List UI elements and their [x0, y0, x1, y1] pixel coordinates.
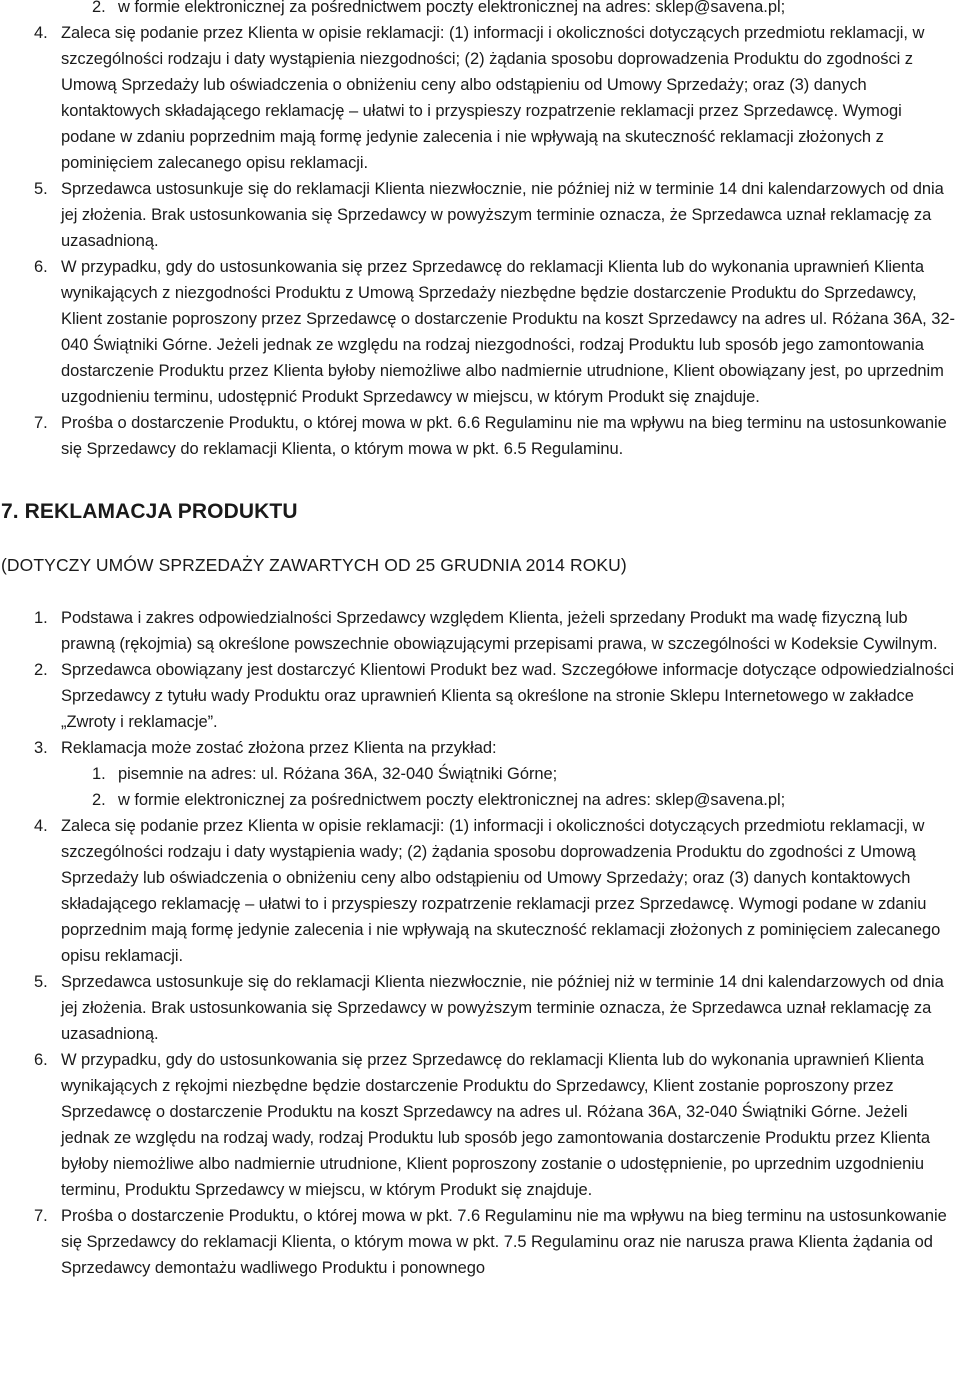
- list-item: [0, 813, 960, 969]
- item-number: 2.: [92, 0, 106, 16]
- item-text: Sprzedawca ustosunkuje się do reklamacji Klienta niezwłocznie, nie później niż w terminie 14 dni kalendarzowych od dnia jej złożenia. Brak ustosunkowania się Sprzedawcy w powyższym terminie oznacza, że Sprzedawca uznał reklamację za uzasadnioną.: [61, 180, 944, 250]
- sub-list-item: [0, 761, 960, 787]
- item-number: 2.: [92, 791, 106, 809]
- item-number: 5.: [34, 973, 48, 991]
- section-6-list: [0, 20, 960, 462]
- item-text: Prośba o dostarczenie Produktu, o której mowa w pkt. 7.6 Regulaminu nie ma wpływu na bieg terminu na ustosunkowanie się Sprzedawcy do reklamacji Klienta, o którym mowa w pkt. 7.5 Regulaminu oraz nie narusza prawa Klienta żądania od Sprzedawcy demontażu wadliwego Produktu i ponownego: [61, 1207, 947, 1277]
- item-number: 2.: [34, 661, 48, 679]
- item-text: Zaleca się podanie przez Klienta w opisie reklamacji: (1) informacji i okoliczności dotyczących przedmiotu reklamacji, w szczególności rodzaju i daty wystąpienia wady; (2) żądania sposobu doprowadzenia Produktu do zgodności z Umową Sprzedaży lub oświadczenia o obniżeniu ceny albo odstąpieniu od Umowy Sprzedaży; oraz (3) danych kontaktowych składającego reklamację – ułatwi to i przyspieszy rozpatrzenie reklamacji przez Sprzedawcę. Wymogi podane w zdaniu poprzednim mają formę jedynie zalecenia i nie wpływają na skuteczność reklamacji złożonych z pominięciem zalecanego opisu reklamacji.: [61, 817, 941, 965]
- item-text: w formie elektronicznej za pośrednictwem poczty elektronicznej na adres: sklep@savena.pl;: [118, 791, 786, 809]
- item-text: w formie elektronicznej za pośrednictwem poczty elektronicznej na adres: sklep@savena.pl;: [118, 0, 786, 16]
- item-number: 4.: [34, 817, 48, 835]
- item-number: 1.: [92, 765, 106, 783]
- item-text: Podstawa i zakres odpowiedzialności Sprzedawcy względem Klienta, jeżeli sprzedany Produkt ma wadę fizyczną lub prawną (rękojmia) są określone powszechnie obowiązującymi przepisami prawa, w szczególności w Kodeksie Cywilnym.: [61, 609, 938, 653]
- item-text: Prośba o dostarczenie Produktu, o której mowa w pkt. 6.6 Regulaminu nie ma wpływu na bieg terminu na ustosunkowanie się Sprzedawcy do reklamacji Klienta, o którym mowa w pkt. 6.5 Regulaminu.: [61, 414, 947, 458]
- item-text: Sprzedawca ustosunkuje się do reklamacji Klienta niezwłocznie, nie później niż w terminie 14 dni kalendarzowych od dnia jej złożenia. Brak ustosunkowania się Sprzedawcy w powyższym terminie oznacza, że Sprzedawca uznał reklamację za uzasadnioną.: [61, 973, 944, 1043]
- item-number: 1.: [34, 609, 48, 627]
- list-item: [0, 0, 960, 20]
- sub-list-item: [0, 787, 960, 813]
- list-item: [0, 735, 960, 813]
- list-item: [0, 605, 960, 657]
- list-item: [0, 1047, 960, 1203]
- item-text: pisemnie na adres: ul. Różana 36A, 32-040 Świątniki Górne;: [118, 765, 558, 783]
- list-item: [0, 20, 960, 176]
- item-number: 4.: [34, 24, 48, 42]
- complaint-methods-sub-list: [0, 761, 960, 813]
- section-7-list: [0, 605, 960, 1281]
- list-item: [0, 657, 960, 735]
- section-title: 7. REKLAMACJA PRODUKTU: [1, 500, 298, 523]
- list-item: [0, 1203, 960, 1281]
- item-text: Reklamacja może zostać złożona przez Klienta na przykład:: [61, 739, 497, 757]
- item-number: 6.: [34, 1051, 48, 1069]
- item-text: W przypadku, gdy do ustosunkowania się przez Sprzedawcę do reklamacji Klienta lub do wykonania uprawnień Klienta wynikających z rękojmi niezbędne będzie dostarczenie Produktu do Sprzedawcy, Klient zostanie poproszony przez Sprzedawcę o dostarczenie Produktu na koszt Sprzedawcy na adres ul. Różana 36A, 32-040 Świątniki Górne. Jeżeli jednak ze względu na rodzaj wady, rodzaj Produktu lub sposób jego zamontowania dostarczenie Produktu przez Klienta byłoby niemożliwe albo nadmiernie utrudnione, Klient poproszony zostanie o udostępnienie, po uprzednim uzgodnieniu terminu, Produktu Sprzedawcy w miejscu, w którym Produkt się znajduje.: [61, 1051, 931, 1199]
- item-number: 7.: [34, 1207, 48, 1225]
- continued-sub-list: [0, 0, 960, 20]
- item-number: 6.: [34, 258, 48, 276]
- item-text: Zaleca się podanie przez Klienta w opisie reklamacji: (1) informacji i okoliczności dotyczących przedmiotu reklamacji, w szczególności rodzaju i daty wystąpienia niezgodności; (2) żądania sposobu doprowadzenia Produktu do zgodności z Umową Sprzedaży lub oświadczenia o obniżeniu ceny albo odstąpieniu od Umowy Sprzedaży; oraz (3) danych kontaktowych składającego reklamację – ułatwi to i przyspieszy rozpatrzenie reklamacji przez Sprzedawcę. Wymogi podane w zdaniu poprzednim mają formę jedynie zalecenia i nie wpływają na skuteczność reklamacji złożonych z pominięciem zalecanego opisu reklamacji.: [61, 24, 925, 172]
- section-subtitle: (DOTYCZY UMÓW SPRZEDAŻY ZAWARTYCH OD 25 GRUDNIA 2014 ROKU): [1, 555, 627, 575]
- list-item: [0, 254, 960, 410]
- list-item: [0, 969, 960, 1047]
- list-item: [0, 176, 960, 254]
- item-number: 3.: [34, 739, 48, 757]
- item-text: W przypadku, gdy do ustosunkowania się przez Sprzedawcę do reklamacji Klienta lub do wykonania uprawnień Klienta wynikających z niezgodności Produktu z Umową Sprzedaży niezbędne będzie dostarczenie Produktu do Sprzedawcy, Klient zostanie poproszony przez Sprzedawcę o dostarczenie Produktu na koszt Sprzedawcy na adres ul. Różana 36A, 32-040 Świątniki Górne. Jeżeli jednak ze względu na rodzaj niezgodności, rodzaj Produktu lub sposób jego zamontowania dostarczenie Produktu przez Klienta byłoby niemożliwe albo nadmiernie utrudnione, Klient obowiązany jest, po uprzednim uzgodnieniu terminu, udostępnić Produkt Sprzedawcy w miejscu, w którym Produkt się znajduje.: [61, 258, 955, 406]
- item-number: 5.: [34, 180, 48, 198]
- item-number: 7.: [34, 414, 48, 432]
- item-text: Sprzedawca obowiązany jest dostarczyć Klientowi Produkt bez wad. Szczegółowe informacje dotyczące odpowiedzialności Sprzedawcy z tytułu wady Produktu oraz uprawnień Klienta są określone na stronie Sklepu Internetowego w zakładce „Zwroty i reklamacje”.: [61, 661, 955, 731]
- list-item: [0, 410, 960, 462]
